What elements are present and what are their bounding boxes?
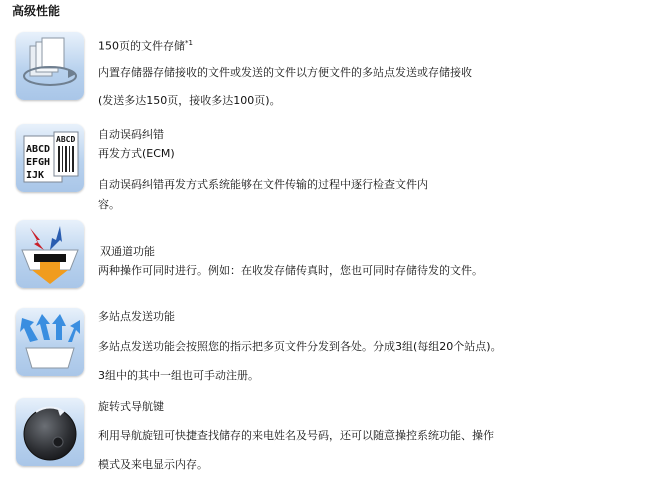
feature-description: 利用导航旋钮可快捷查找储存的来电姓名及号码，还可以随意操控系统功能、操作 [98, 429, 494, 442]
feature-description: 多站点发送功能会按照您的指示把多页文件分发到各处。分成3组(每组20个站点)。 [98, 340, 502, 353]
feature-title: 150页的文件存储 [98, 39, 185, 53]
feature-subtitle: 再发方式(ECM) [98, 147, 175, 160]
dual-channel-icon [16, 220, 84, 288]
icon-text: IJK [26, 170, 45, 181]
document-storage-icon [16, 32, 84, 100]
feature-description: 模式及来电显示内存。 [98, 458, 208, 471]
feature-description: 两种操作可同时进行。例如：在收发存储传真时，您也可同时存储待发的文件。 [98, 264, 483, 277]
icon-text: EFGH [26, 157, 51, 168]
error-correction-text-icon [16, 124, 84, 192]
feature-description: 自动误码纠错再发方式系统能够在文件传输的过程中逐行检查文件内 [98, 178, 428, 191]
section-title: 高级性能 [12, 4, 61, 18]
feature-title: 多站点发送功能 [98, 310, 175, 323]
feature-description: 容。 [98, 198, 120, 211]
feature-description: 内置存储器存储接收的文件或发送的文件以方便文件的多站点发送或存储接收 [98, 66, 472, 79]
icon-text: ABCD [56, 135, 76, 144]
footnote-mark: *1 [185, 39, 193, 47]
multi-broadcast-icon [16, 308, 84, 376]
icon-text: ABCD [26, 144, 51, 155]
feature-title: 自动误码纠错 [98, 128, 164, 141]
feature-description: 3组中的其中一组也可手动注册。 [98, 369, 259, 382]
feature-title: 旋转式导航键 [98, 400, 164, 413]
jog-dial-icon [16, 398, 84, 466]
feature-description: (发送多达150页，接收多达100页)。 [98, 94, 281, 107]
feature-title: 双通道功能 [100, 245, 155, 258]
